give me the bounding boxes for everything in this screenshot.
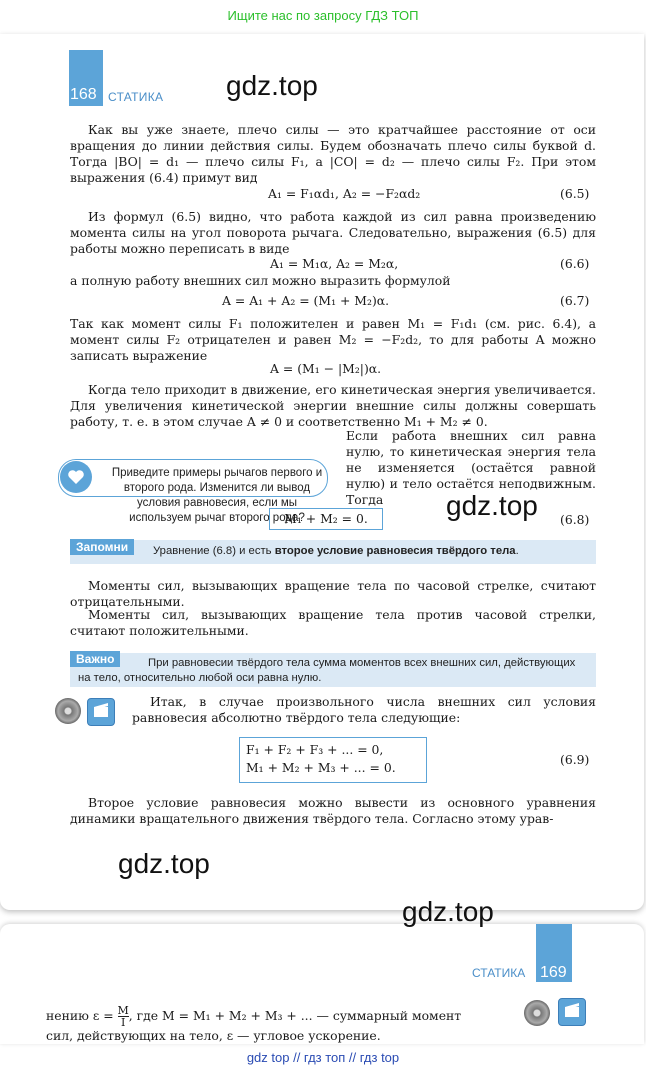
footer-links[interactable]: gdz top // гдз топ // гдз top — [246, 1050, 400, 1065]
equation-6-9-moments: M₁ + M₂ + M₃ + ... = 0. — [246, 760, 396, 775]
equation-6-6: A₁ = M₁α, A₂ = M₂α, — [270, 256, 399, 271]
remember-tag: Запомни — [70, 539, 134, 555]
page-number: 168 — [70, 86, 97, 103]
section-title: СТАТИКА — [472, 966, 526, 980]
paragraph: Итак, в случае произвольного числа внешних сил условия равновесия абсолютно твёрдого тела следующие: — [132, 694, 596, 725]
watermark: gdz.top — [118, 848, 210, 879]
video-icon[interactable] — [87, 698, 115, 726]
cd-icon[interactable] — [55, 698, 81, 724]
watermark: gdz.top — [446, 490, 538, 521]
equation-work: A = (M₁ − |M₂|)α. — [270, 361, 382, 376]
paragraph: Если работа внешних сил равна нулю, то кинетическая энергия тела не изменяется (остаётся равной нулю) и тело остаётся неподвижным. Тогда — [346, 428, 596, 507]
equation-6-9-forces: F₁ + F₂ + F₃ + ... = 0, — [246, 742, 384, 757]
text-rest: , где M = M₁ + M₂ + M₃ + ... — суммарный момент — [128, 1008, 462, 1023]
paragraph: Моменты сил, вызывающих вращение тела по часовой стрелке, считают отрицательными. — [70, 578, 596, 609]
equation-number: (6.7) — [560, 293, 590, 308]
equation-number: (6.5) — [560, 186, 590, 201]
fraction-numerator: M — [117, 1004, 129, 1017]
paragraph: Так как момент силы F₁ положителен и равен M₁ = F₁d₁ (см. рис. 6.4), а момент силы F₂ отрицателен и равен M₂ = −F₂d₂, то для работы A можно записать выражение — [70, 316, 596, 363]
equation-6-7: A = A₁ + A₂ = (M₁ + M₂)α. — [222, 293, 390, 308]
fraction-denominator: I — [120, 1016, 126, 1029]
watermark: gdz.top — [402, 896, 494, 927]
remember-text-end: . — [515, 545, 519, 557]
paragraph: Моменты сил, вызывающих вращение тела против часовой стрелки, считают положительными. — [70, 607, 596, 638]
paragraph: Когда тело приходит в движение, его кинетическая энергия увеличивается. Для увеличения кинетической энергии внешние силы должны совершать работу, т. е. в этом случае A ≠ 0 и соответственно M₁ + M₂ ≠ 0. — [70, 382, 596, 429]
watermark: gdz.top — [226, 70, 318, 101]
paragraph: Второе условие равновесия можно вывести из основного уравнения динамики вращательного движения твёрдого тела. Согласно этому урав- — [70, 795, 596, 826]
paragraph-line — [46, 1005, 461, 1028]
remember-text — [153, 545, 519, 557]
text-start: нению ε = — [46, 1008, 118, 1023]
heart-hand-icon — [60, 461, 92, 493]
equation-number: (6.8) — [560, 512, 590, 527]
remember-bold: второе условие равновесия твёрдого тела — [274, 545, 516, 557]
equation-number: (6.9) — [560, 752, 590, 767]
video-icon[interactable] — [558, 998, 586, 1026]
equation-6-8: M₁ + M₂ = 0. — [269, 508, 383, 530]
important-text: При равновесии твёрдого тела сумма моментов всех внешних сил, действующих на тело, относительно любой оси равна нулю. — [78, 657, 576, 684]
question-text: Приведите примеры рычагов первого и второго рода. Изменится ли вывод условия равновесия, если мы используем рычаг второго рода? — [111, 467, 323, 524]
paragraph-line: сил, действующих на тело, ε — угловое ускорение. — [46, 1028, 381, 1043]
paragraph: Как вы уже знаете, плечо силы — это кратчайшее расстояние от оси вращения до линии действия силы. Будем обозначать плечо силы буквой d. Тогда |BO| = d₁ — плечо силы F₁, а |CO| = d₂ — плечо силы F₂. При этом выражения (6.4) примут вид — [70, 122, 596, 185]
top-banner[interactable]: Ищите нас по запросу ГДЗ ТОП — [227, 8, 419, 23]
equation-number: (6.6) — [560, 256, 590, 271]
equation-6-5: A₁ = F₁αd₁, A₂ = −F₂αd₂ — [268, 186, 421, 201]
section-title: СТАТИКА — [108, 90, 164, 104]
paragraph: а полную работу внешних сил можно выразить формулой — [70, 273, 451, 288]
paragraph: Из формул (6.5) видно, что работа каждой из сил равна произведению момента силы на угол поворота рычага. Следовательно, выражения (6.5) для работы можно переписать в виде — [70, 209, 596, 256]
page-number: 169 — [540, 964, 567, 981]
important-tag: Важно — [70, 651, 120, 667]
remember-text-start: Уравнение (6.8) и есть — [153, 545, 275, 557]
cd-icon[interactable] — [524, 1000, 550, 1026]
